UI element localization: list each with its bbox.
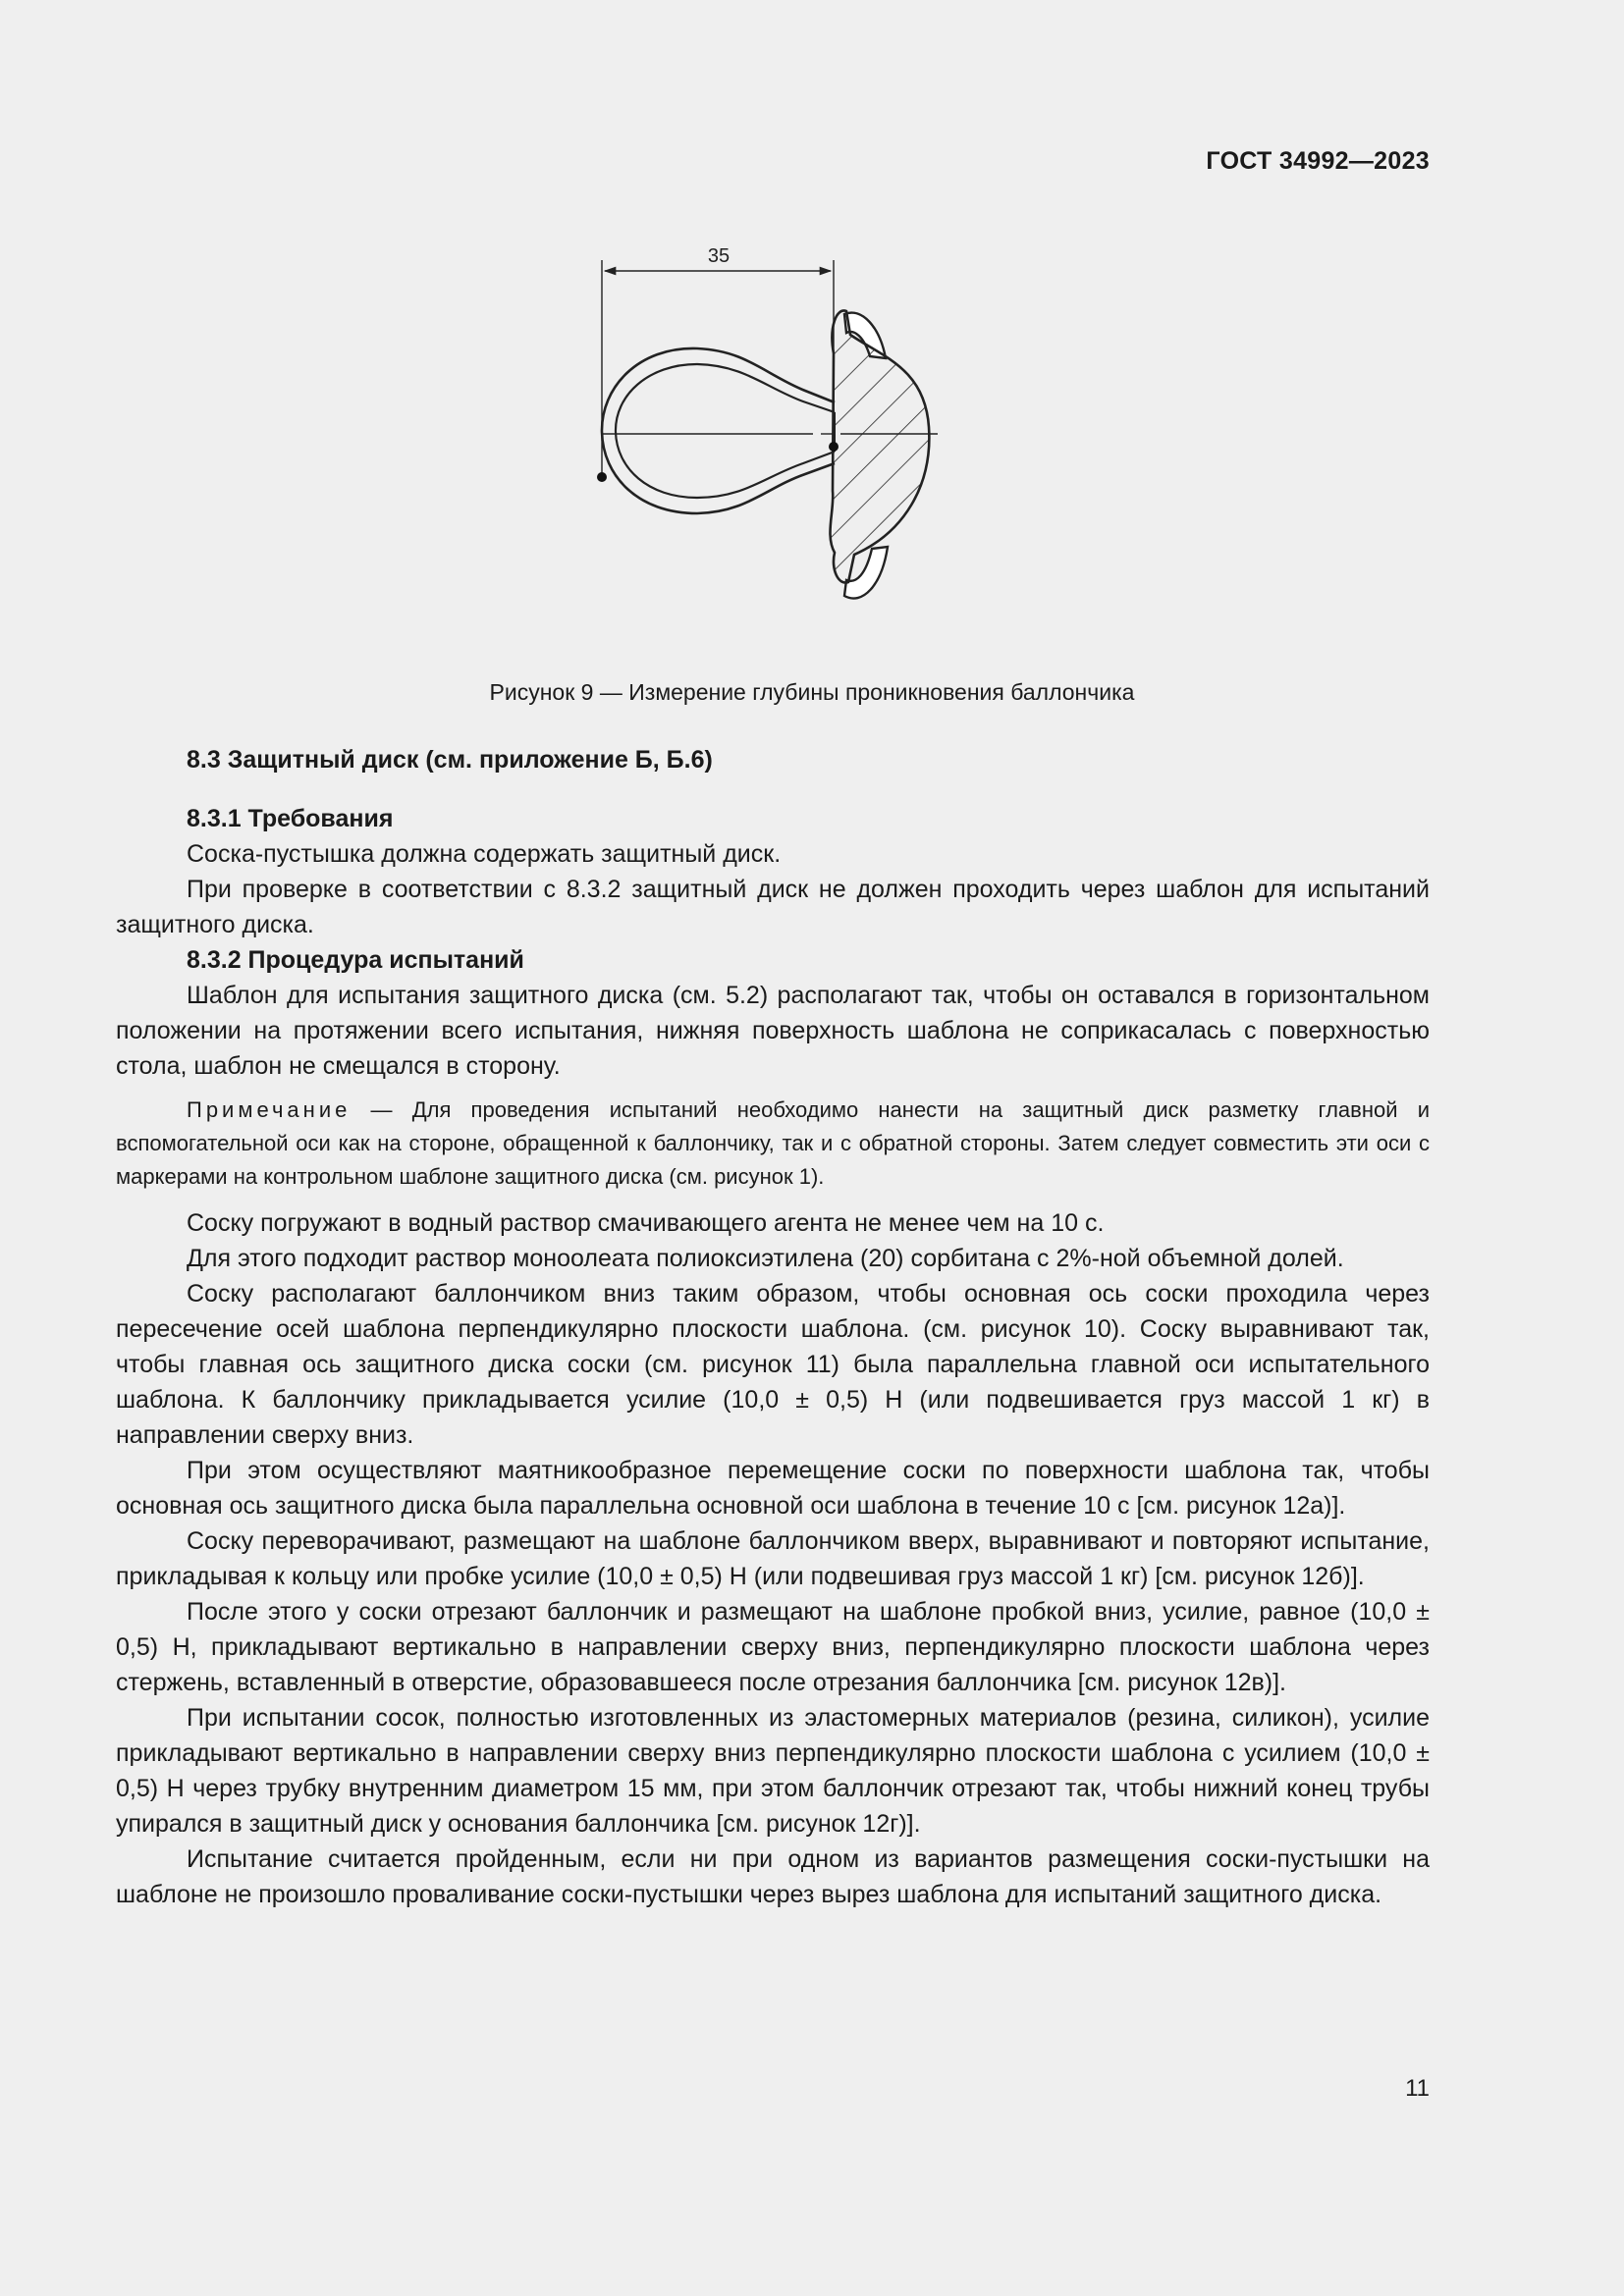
teat-inner bbox=[616, 364, 835, 498]
paragraph: После этого у соски отрезают баллончик и размещают на шаблоне пробкой вниз, усилие, равное (10,0 ± 0,5) Н, прикладывают вертикально в направлении сверху вниз, перпендикулярно плоскости шаблона через стержень, вставленный в отверстие, образовавшееся после отрезания баллончика [см. рисунок 12в)]. bbox=[116, 1598, 1430, 1696]
paragraph: Шаблон для испытания защитного диска (см. 5.2) располагают так, чтобы он оставался в горизонтальном положении на протяжении всего испытания, нижняя поверхность шаблона не соприкасалась с поверхностью стола, шаблон не смещался в сторону. bbox=[116, 982, 1430, 1080]
paragraph: Соска-пустышка должна содержать защитный диск. bbox=[187, 840, 782, 868]
paragraph: При этом осуществляют маятникообразное перемещение соски по поверхности шаблона так, чтобы основная ось защитного диска была параллельна основной оси шаблона в течение 10 с [см. рисунок 12а)]. bbox=[116, 1457, 1430, 1520]
note-text: — Для проведения испытаний необходимо нанести на защитный диск разметку главной и вспомогательной оси как на стороне, обращенной к баллончику, так и с обратной стороны. Затем следует совместить эти оси с маркерами на контрольном шаблоне защитного диска (см. рисунок 1). bbox=[116, 1097, 1430, 1189]
subsection-heading-8-3-1: 8.3.1 Требования bbox=[187, 805, 394, 832]
paragraph: Соску переворачивают, размещают на шаблоне баллончиком вверх, выравнивают и повторяют испытание, прикладывая к кольцу или пробке усилие (10,0 ± 0,5) Н (или подвешивая груз массой 1 кг) [см. рисунок 12б)]. bbox=[116, 1527, 1430, 1590]
protective-disc-section bbox=[830, 310, 929, 582]
subsection-heading-8-3-2: 8.3.2 Процедура испытаний bbox=[187, 946, 524, 974]
section-heading-8-3: 8.3 Защитный диск (см. приложение Б, Б.6) bbox=[187, 746, 713, 774]
page-number: 11 bbox=[1405, 2075, 1430, 2102]
pacifier-drawing bbox=[550, 240, 982, 653]
paragraph: Соску погружают в водный раствор смачивающего агента не менее чем на 10 с. bbox=[187, 1209, 1105, 1237]
main-text bbox=[116, 738, 1430, 1912]
figure-caption: Рисунок 9 — Измерение глубины проникновения баллончика bbox=[489, 679, 1135, 705]
dimension-label: 35 bbox=[707, 245, 731, 267]
paragraph: При испытании сосок, полностью изготовленных из эластомерных материалов (резина, силикон), усилие прикладывают вертикально в направлении сверху вниз перпендикулярно плоскости шаблона с усилием (10,0 ± 0,5) Н через трубку внутренним диаметром 15 мм, при этом баллончик отрезают так, чтобы нижний конец трубы упирался в защитный диск у основания баллончика [см. рисунок 12г)]. bbox=[116, 1704, 1430, 1838]
paragraph: Испытание считается пройденным, если ни при одном из вариантов размещения соски-пустышки на шаблоне не произошло проваливание соски-пустышки через вырез шаблона для испытаний защитного диска. bbox=[116, 1845, 1430, 1908]
note bbox=[116, 1094, 1430, 1194]
measure-point-tip bbox=[597, 472, 607, 482]
note-label: Примечание bbox=[187, 1097, 352, 1122]
measure-point-base bbox=[829, 442, 839, 452]
paragraph: Для этого подходит раствор моноолеата полиоксиэтилена (20) сорбитана с 2%-ной объемной долей. bbox=[187, 1245, 1344, 1272]
standard-number: ГОСТ 34992—2023 bbox=[1206, 147, 1430, 175]
paragraph: При проверке в соответствии с 8.3.2 защитный диск не должен проходить через шаблон для испытаний защитного диска. bbox=[116, 876, 1430, 938]
figure-9 bbox=[550, 240, 982, 653]
paragraph: Соску располагают баллончиком вниз таким образом, чтобы основная ось соски проходила через пересечение осей шаблона перпендикулярно плоскости шаблона. (см. рисунок 10). Соску выравнивают так, чтобы главная ось защитного диска соски (см. рисунок 11) была параллельна главной оси испытательного шаблона. К баллончику прикладывается усилие (10,0 ± 0,5) Н (или подвешивается груз массой 1 кг) в направлении сверху вниз. bbox=[116, 1280, 1430, 1449]
